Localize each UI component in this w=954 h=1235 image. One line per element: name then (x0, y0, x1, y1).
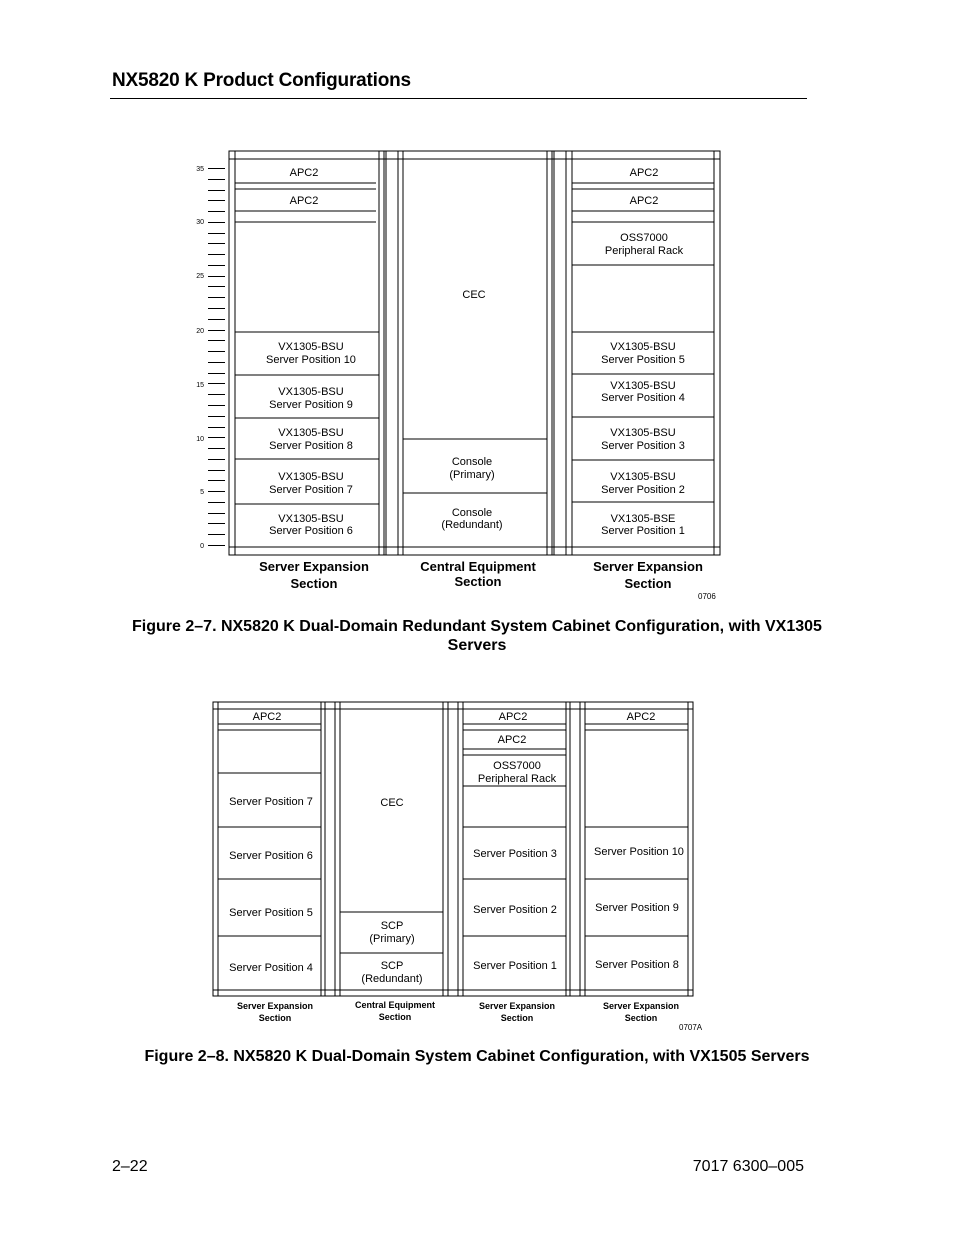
server-position-10: Server Position 10 (266, 354, 356, 366)
server-position-1: Server Position 1 (601, 525, 685, 537)
scale-label: 20 (196, 328, 204, 335)
page-number: 2–22 (112, 1158, 148, 1175)
apc2-slot: APC2 (498, 711, 528, 723)
cec-slot: CEC (380, 797, 404, 809)
server-position-9: Server Position 9 (269, 399, 353, 411)
scp-primary: SCP (380, 920, 404, 932)
section-label: Central Equipment (354, 1000, 436, 1010)
server-position-4: Server Position 4 (601, 392, 685, 404)
server-position-1: Server Position 1 (473, 960, 557, 972)
apc2-slot: APC2 (629, 167, 659, 179)
server-position-7: Server Position 7 (229, 796, 313, 808)
oss7000-slot: OSS7000 (493, 760, 541, 772)
figure-id-code: 0706 (698, 592, 716, 601)
section-label: Section (290, 576, 338, 591)
apc2-slot: APC2 (629, 195, 659, 207)
server-position-5: Server Position 5 (229, 907, 313, 919)
scp-redundant: SCP (380, 960, 404, 972)
server-model: VX1305-BSU (278, 427, 344, 439)
server-position-4: Server Position 4 (229, 962, 313, 974)
server-position-10: Server Position 10 (594, 846, 684, 858)
server-position-2: Server Position 2 (473, 904, 557, 916)
server-model: VX1305-BSU (278, 386, 344, 398)
section-label: Server Expansion (259, 559, 369, 574)
section-label: Section (624, 576, 672, 591)
apc2-slot: APC2 (626, 711, 656, 723)
apc2-slot: APC2 (289, 167, 319, 179)
console-redundant: Console (451, 507, 493, 519)
document-number: 7017 6300–005 (692, 1158, 804, 1175)
server-position-3: Server Position 3 (601, 440, 685, 452)
server-model: VX1305-BSU (610, 471, 676, 483)
scale-label: 5 (200, 489, 204, 496)
scale-label: 25 (196, 273, 204, 280)
oss7000-slot: OSS7000 (620, 232, 668, 244)
section-label: Section (378, 1012, 412, 1022)
server-model: VX1305-BSU (610, 427, 676, 439)
page-heading: NX5820 K Product Configurations (112, 70, 411, 91)
scale-label: 35 (196, 166, 204, 173)
section-label: Section (454, 574, 502, 589)
peripheral-rack: Peripheral Rack (477, 773, 557, 785)
server-position-8: Server Position 8 (269, 440, 353, 452)
server-position-3: Server Position 3 (473, 848, 557, 860)
server-model: VX1305-BSU (278, 513, 344, 525)
section-label: Server Expansion (593, 559, 703, 574)
section-label: Server Expansion (236, 1001, 314, 1011)
figure-2-8-diagram (0, 680, 954, 1040)
section-label: Section (500, 1013, 534, 1023)
server-position-6: Server Position 6 (269, 525, 353, 537)
section-label: Server Expansion (478, 1001, 556, 1011)
server-position-6: Server Position 6 (229, 850, 313, 862)
server-position-7: Server Position 7 (269, 484, 353, 496)
figure-2-8-caption: Figure 2–8. NX5820 K Dual-Domain System Cabinet Configuration, with VX1505 Servers (144, 1048, 810, 1065)
scale-label: 15 (196, 382, 204, 389)
server-model: VX1305-BSU (278, 341, 344, 353)
figure-2-7-caption (100, 617, 854, 655)
apc2-slot: APC2 (289, 195, 319, 207)
server-model: VX1305-BSE (610, 513, 676, 525)
console-primary-label: (Primary) (449, 469, 495, 481)
apc2-slot: APC2 (497, 734, 527, 746)
cec-slot: CEC (462, 289, 486, 301)
caption-line: Figure 2–7. NX5820 K Dual-Domain Redundant System Cabinet Configuration, with VX1305 (132, 618, 822, 635)
server-position-2: Server Position 2 (601, 484, 685, 496)
section-label: Section (624, 1013, 658, 1023)
server-position-5: Server Position 5 (601, 354, 685, 366)
peripheral-rack: Peripheral Rack (604, 245, 684, 257)
apc2-slot: APC2 (252, 711, 282, 723)
caption-line: Servers (447, 637, 507, 654)
server-model: VX1305-BSU (278, 471, 344, 483)
server-position-9: Server Position 9 (595, 902, 679, 914)
scale-label: 10 (196, 436, 204, 443)
server-model: VX1305-BSU (610, 380, 676, 392)
section-label: Server Expansion (602, 1001, 680, 1011)
scale-label: 30 (196, 219, 204, 226)
figure-id-code: 0707A (679, 1023, 703, 1032)
section-label: Central Equipment (420, 559, 536, 574)
rack-unit-ruler (208, 169, 225, 546)
scp-redundant-label: (Redundant) (361, 973, 423, 985)
scale-label: 0 (200, 543, 204, 550)
server-position-8: Server Position 8 (595, 959, 679, 971)
section-label: Section (258, 1013, 292, 1023)
console-redundant-label: (Redundant) (441, 519, 503, 531)
scp-primary-label: (Primary) (369, 933, 415, 945)
console-primary: Console (451, 456, 493, 468)
server-model: VX1305-BSU (610, 341, 676, 353)
